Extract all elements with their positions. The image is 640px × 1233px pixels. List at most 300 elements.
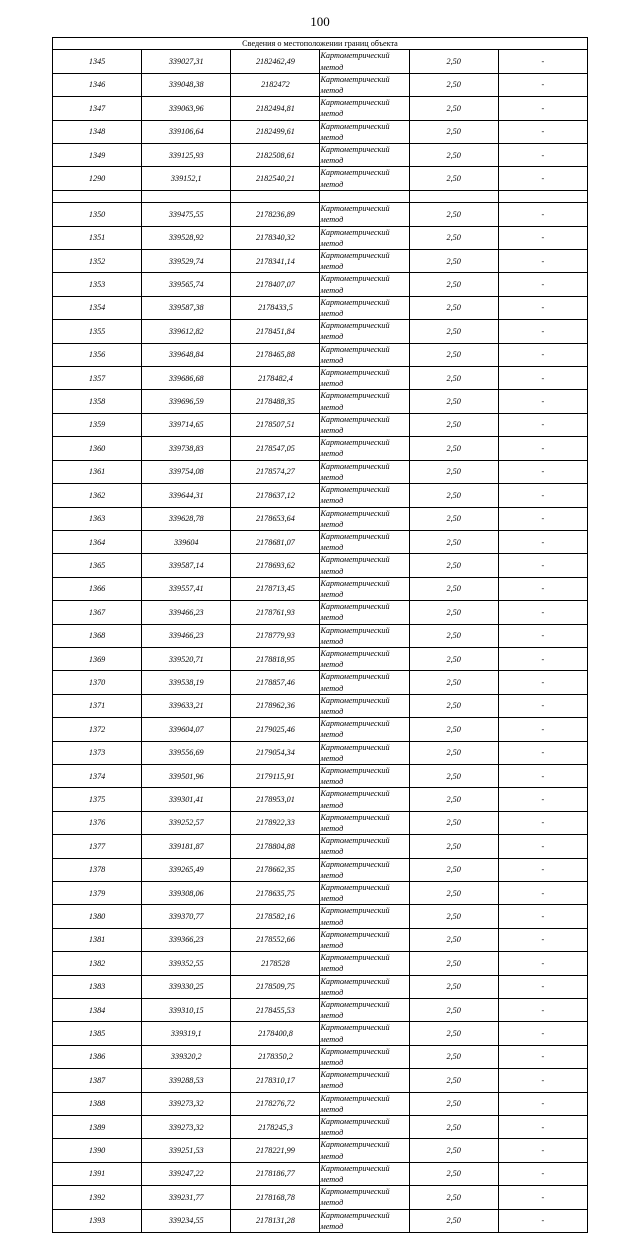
cell-num: 1393 (53, 1209, 142, 1232)
cell-num: 1375 (53, 788, 142, 811)
cell-note: - (498, 460, 587, 483)
cell-accuracy: 2,50 (409, 835, 498, 858)
table-row (53, 764, 588, 787)
cell-x: 339288,53 (142, 1069, 231, 1092)
cell-note: - (498, 554, 587, 577)
spacer-cell (142, 190, 231, 202)
cell-num: 1345 (53, 50, 142, 73)
cell-accuracy: 2,50 (409, 1139, 498, 1162)
cell-accuracy: 2,50 (409, 167, 498, 190)
cell-x: 339181,87 (142, 835, 231, 858)
cell-x: 339557,41 (142, 577, 231, 600)
cell-x: 339604,07 (142, 718, 231, 741)
cell-method: Картометрический метод (320, 577, 409, 600)
cell-x: 339466,23 (142, 624, 231, 647)
cell-method: Картометрический метод (320, 554, 409, 577)
cell-note: - (498, 120, 587, 143)
cell-x: 339063,96 (142, 97, 231, 120)
cell-y: 2178245,3 (231, 1116, 320, 1139)
cell-num: 1352 (53, 250, 142, 273)
spacer-cell (320, 190, 409, 202)
cell-accuracy: 2,50 (409, 507, 498, 530)
cell-num: 1370 (53, 671, 142, 694)
cell-method: Картометрический метод (320, 858, 409, 881)
cell-accuracy: 2,50 (409, 882, 498, 905)
cell-y: 2178455,53 (231, 999, 320, 1022)
cell-method: Картометрический метод (320, 1162, 409, 1185)
cell-accuracy: 2,50 (409, 952, 498, 975)
cell-y: 2178168,78 (231, 1186, 320, 1209)
cell-accuracy: 2,50 (409, 73, 498, 96)
cell-note: - (498, 788, 587, 811)
table-row (53, 73, 588, 96)
cell-method: Картометрический метод (320, 975, 409, 998)
cell-accuracy: 2,50 (409, 1209, 498, 1232)
cell-y: 2178340,32 (231, 226, 320, 249)
cell-method: Картометрический метод (320, 1209, 409, 1232)
cell-x: 339106,64 (142, 120, 231, 143)
table-row (53, 144, 588, 167)
cell-note: - (498, 97, 587, 120)
cell-method: Картометрический метод (320, 811, 409, 834)
cell-y: 2178922,33 (231, 811, 320, 834)
cell-y: 2179025,46 (231, 718, 320, 741)
cell-x: 339310,15 (142, 999, 231, 1022)
cell-y: 2178433,5 (231, 296, 320, 319)
table-row (53, 1139, 588, 1162)
cell-num: 1362 (53, 484, 142, 507)
cell-y: 2182499,61 (231, 120, 320, 143)
table-row (53, 1092, 588, 1115)
cell-x: 339366,23 (142, 928, 231, 951)
cell-num: 1350 (53, 203, 142, 226)
table-row (53, 624, 588, 647)
cell-method: Картометрический метод (320, 507, 409, 530)
cell-y: 2178857,46 (231, 671, 320, 694)
cell-method: Картометрический метод (320, 905, 409, 928)
table-row (53, 250, 588, 273)
table-row (53, 718, 588, 741)
cell-note: - (498, 144, 587, 167)
cell-x: 339738,83 (142, 437, 231, 460)
cell-accuracy: 2,50 (409, 437, 498, 460)
cell-y: 2178552,66 (231, 928, 320, 951)
cell-y: 2178547,05 (231, 437, 320, 460)
cell-y: 2178221,99 (231, 1139, 320, 1162)
cell-x: 339714,65 (142, 413, 231, 436)
cell-note: - (498, 671, 587, 694)
cell-x: 339352,55 (142, 952, 231, 975)
table-row (53, 367, 588, 390)
cell-x: 339231,77 (142, 1186, 231, 1209)
cell-accuracy: 2,50 (409, 144, 498, 167)
cell-x: 339565,74 (142, 273, 231, 296)
table-row (53, 1116, 588, 1139)
cell-method: Картометрический метод (320, 1186, 409, 1209)
cell-note: - (498, 624, 587, 647)
cell-y: 2178236,89 (231, 203, 320, 226)
cell-x: 339648,84 (142, 343, 231, 366)
cell-method: Картометрический метод (320, 741, 409, 764)
cell-num: 1357 (53, 367, 142, 390)
cell-num: 1367 (53, 601, 142, 624)
cell-x: 339612,82 (142, 320, 231, 343)
cell-accuracy: 2,50 (409, 273, 498, 296)
cell-method: Картометрический метод (320, 296, 409, 319)
cell-accuracy: 2,50 (409, 764, 498, 787)
cell-accuracy: 2,50 (409, 1116, 498, 1139)
cell-num: 1381 (53, 928, 142, 951)
cell-note: - (498, 367, 587, 390)
page-number: 100 (310, 14, 330, 29)
cell-method: Картометрический метод (320, 1045, 409, 1068)
cell-num: 1349 (53, 144, 142, 167)
cell-method: Картометрический метод (320, 73, 409, 96)
table-row (53, 437, 588, 460)
cell-accuracy: 2,50 (409, 530, 498, 553)
cell-y: 2182462,49 (231, 50, 320, 73)
cell-y: 2178276,72 (231, 1092, 320, 1115)
cell-x: 339587,14 (142, 554, 231, 577)
cell-num: 1353 (53, 273, 142, 296)
cell-x: 339501,96 (142, 764, 231, 787)
table-row (53, 97, 588, 120)
cell-num: 1361 (53, 460, 142, 483)
cell-note: - (498, 1069, 587, 1092)
cell-accuracy: 2,50 (409, 296, 498, 319)
cell-x: 339475,55 (142, 203, 231, 226)
cell-x: 339556,69 (142, 741, 231, 764)
cell-note: - (498, 882, 587, 905)
table-row (53, 1209, 588, 1232)
cell-accuracy: 2,50 (409, 250, 498, 273)
cell-note: - (498, 320, 587, 343)
coordinates-table-wrapper (52, 37, 588, 1233)
cell-note: - (498, 343, 587, 366)
cell-num: 1372 (53, 718, 142, 741)
cell-num: 1346 (53, 73, 142, 96)
cell-y: 2178962,36 (231, 694, 320, 717)
cell-y: 2182540,21 (231, 167, 320, 190)
cell-num: 1388 (53, 1092, 142, 1115)
cell-num: 1379 (53, 882, 142, 905)
cell-note: - (498, 952, 587, 975)
cell-num: 1391 (53, 1162, 142, 1185)
cell-num: 1374 (53, 764, 142, 787)
cell-y: 2178804,88 (231, 835, 320, 858)
table-row (53, 530, 588, 553)
cell-x: 339370,77 (142, 905, 231, 928)
cell-y: 2178582,16 (231, 905, 320, 928)
cell-accuracy: 2,50 (409, 928, 498, 951)
cell-accuracy: 2,50 (409, 718, 498, 741)
cell-num: 1392 (53, 1186, 142, 1209)
cell-y: 2178635,75 (231, 882, 320, 905)
cell-x: 339633,21 (142, 694, 231, 717)
table-row (53, 460, 588, 483)
cell-y: 2178131,28 (231, 1209, 320, 1232)
cell-y: 2178509,75 (231, 975, 320, 998)
cell-y: 2178400,8 (231, 1022, 320, 1045)
cell-note: - (498, 73, 587, 96)
cell-accuracy: 2,50 (409, 905, 498, 928)
cell-x: 339466,23 (142, 601, 231, 624)
cell-accuracy: 2,50 (409, 999, 498, 1022)
cell-num: 1348 (53, 120, 142, 143)
cell-accuracy: 2,50 (409, 1162, 498, 1185)
cell-method: Картометрический метод (320, 952, 409, 975)
cell-y: 2178528 (231, 952, 320, 975)
table-row (53, 507, 588, 530)
cell-accuracy: 2,50 (409, 624, 498, 647)
cell-num: 1383 (53, 975, 142, 998)
cell-y: 2178341,14 (231, 250, 320, 273)
cell-note: - (498, 1162, 587, 1185)
cell-method: Картометрический метод (320, 273, 409, 296)
cell-y: 2178451,84 (231, 320, 320, 343)
table-row (53, 167, 588, 190)
cell-num: 1365 (53, 554, 142, 577)
table-row (53, 601, 588, 624)
cell-method: Картометрический метод (320, 718, 409, 741)
cell-x: 339520,71 (142, 647, 231, 670)
cell-y: 2178482,4 (231, 367, 320, 390)
cell-method: Картометрический метод (320, 647, 409, 670)
cell-method: Картометрический метод (320, 530, 409, 553)
cell-num: 1363 (53, 507, 142, 530)
cell-note: - (498, 1022, 587, 1045)
cell-accuracy: 2,50 (409, 577, 498, 600)
table-row (53, 671, 588, 694)
cell-accuracy: 2,50 (409, 601, 498, 624)
cell-num: 1351 (53, 226, 142, 249)
table-row (53, 577, 588, 600)
cell-note: - (498, 203, 587, 226)
cell-x: 339628,78 (142, 507, 231, 530)
table-row (53, 1069, 588, 1092)
cell-num: 1360 (53, 437, 142, 460)
cell-accuracy: 2,50 (409, 97, 498, 120)
table-row (53, 928, 588, 951)
cell-method: Картометрический метод (320, 928, 409, 951)
cell-num: 1387 (53, 1069, 142, 1092)
cell-method: Картометрический метод (320, 835, 409, 858)
table-row (53, 741, 588, 764)
cell-method: Картометрический метод (320, 1139, 409, 1162)
table-row (53, 1045, 588, 1068)
cell-note: - (498, 811, 587, 834)
cell-accuracy: 2,50 (409, 1022, 498, 1045)
cell-num: 1354 (53, 296, 142, 319)
cell-note: - (498, 1209, 587, 1232)
cell-x: 339247,22 (142, 1162, 231, 1185)
cell-note: - (498, 1092, 587, 1115)
table-row (53, 858, 588, 881)
table-row (53, 273, 588, 296)
cell-num: 1380 (53, 905, 142, 928)
cell-num: 1368 (53, 624, 142, 647)
table-title-row (53, 38, 588, 50)
cell-accuracy: 2,50 (409, 367, 498, 390)
table-row (53, 296, 588, 319)
cell-method: Картометрический метод (320, 437, 409, 460)
cell-note: - (498, 999, 587, 1022)
cell-num: 1384 (53, 999, 142, 1022)
cell-accuracy: 2,50 (409, 811, 498, 834)
cell-note: - (498, 484, 587, 507)
cell-accuracy: 2,50 (409, 226, 498, 249)
cell-note: - (498, 741, 587, 764)
cell-y: 2178779,93 (231, 624, 320, 647)
cell-accuracy: 2,50 (409, 671, 498, 694)
cell-x: 339125,93 (142, 144, 231, 167)
cell-note: - (498, 1116, 587, 1139)
cell-y: 2178693,62 (231, 554, 320, 577)
spacer-cell (409, 190, 498, 202)
cell-method: Картометрический метод (320, 97, 409, 120)
cell-num: 1366 (53, 577, 142, 600)
cell-y: 2178713,45 (231, 577, 320, 600)
cell-y: 2178818,95 (231, 647, 320, 670)
cell-y: 2178953,01 (231, 788, 320, 811)
cell-method: Картометрический метод (320, 624, 409, 647)
cell-y: 2178350,2 (231, 1045, 320, 1068)
spacer-cell (231, 190, 320, 202)
cell-accuracy: 2,50 (409, 484, 498, 507)
cell-method: Картометрический метод (320, 413, 409, 436)
cell-accuracy: 2,50 (409, 320, 498, 343)
cell-y: 2179054,34 (231, 741, 320, 764)
cell-accuracy: 2,50 (409, 203, 498, 226)
cell-accuracy: 2,50 (409, 1069, 498, 1092)
cell-method: Картометрический метод (320, 484, 409, 507)
table-row (53, 203, 588, 226)
cell-num: 1347 (53, 97, 142, 120)
cell-y: 2178310,17 (231, 1069, 320, 1092)
cell-accuracy: 2,50 (409, 554, 498, 577)
cell-num: 1386 (53, 1045, 142, 1068)
table-row (53, 120, 588, 143)
cell-accuracy: 2,50 (409, 694, 498, 717)
cell-x: 339234,55 (142, 1209, 231, 1232)
cell-x: 339529,74 (142, 250, 231, 273)
cell-x: 339330,25 (142, 975, 231, 998)
cell-accuracy: 2,50 (409, 1186, 498, 1209)
cell-num: 1378 (53, 858, 142, 881)
cell-y: 2182472 (231, 73, 320, 96)
cell-x: 339319,1 (142, 1022, 231, 1045)
cell-note: - (498, 226, 587, 249)
cell-note: - (498, 975, 587, 998)
cell-accuracy: 2,50 (409, 1045, 498, 1068)
coordinates-table (52, 37, 588, 1233)
cell-y: 2178662,35 (231, 858, 320, 881)
cell-accuracy: 2,50 (409, 647, 498, 670)
cell-method: Картометрический метод (320, 320, 409, 343)
cell-note: - (498, 1139, 587, 1162)
table-row (53, 413, 588, 436)
cell-note: - (498, 835, 587, 858)
table-row (53, 390, 588, 413)
cell-x: 339754,08 (142, 460, 231, 483)
table-row (53, 811, 588, 834)
cell-method: Картометрический метод (320, 250, 409, 273)
table-row (53, 343, 588, 366)
cell-note: - (498, 858, 587, 881)
cell-num: 1371 (53, 694, 142, 717)
cell-num: 1369 (53, 647, 142, 670)
cell-num: 1385 (53, 1022, 142, 1045)
table-row (53, 554, 588, 577)
table-row (53, 50, 588, 73)
cell-note: - (498, 928, 587, 951)
table-spacer-row (53, 190, 588, 202)
cell-num: 1376 (53, 811, 142, 834)
cell-y: 2178186,77 (231, 1162, 320, 1185)
cell-y: 2178407,07 (231, 273, 320, 296)
cell-method: Картометрический метод (320, 1092, 409, 1115)
cell-method: Картометрический метод (320, 1069, 409, 1092)
cell-note: - (498, 273, 587, 296)
cell-num: 1359 (53, 413, 142, 436)
cell-accuracy: 2,50 (409, 50, 498, 73)
cell-note: - (498, 694, 587, 717)
cell-x: 339538,19 (142, 671, 231, 694)
cell-method: Картометрический метод (320, 120, 409, 143)
cell-note: - (498, 167, 587, 190)
table-row (53, 1162, 588, 1185)
cell-accuracy: 2,50 (409, 390, 498, 413)
cell-method: Картометрический метод (320, 1022, 409, 1045)
table-title: Сведения о местоположении границ объекта (53, 38, 588, 50)
cell-accuracy: 2,50 (409, 413, 498, 436)
table-row (53, 905, 588, 928)
cell-method: Картометрический метод (320, 50, 409, 73)
cell-accuracy: 2,50 (409, 460, 498, 483)
table-row (53, 788, 588, 811)
cell-x: 339604 (142, 530, 231, 553)
cell-method: Картометрический метод (320, 343, 409, 366)
table-row (53, 1186, 588, 1209)
cell-note: - (498, 413, 587, 436)
cell-y: 2178488,35 (231, 390, 320, 413)
cell-note: - (498, 390, 587, 413)
cell-y: 2178465,88 (231, 343, 320, 366)
cell-method: Картометрический метод (320, 764, 409, 787)
cell-x: 339048,38 (142, 73, 231, 96)
spacer-cell (498, 190, 587, 202)
cell-note: - (498, 296, 587, 319)
cell-note: - (498, 1045, 587, 1068)
cell-method: Картометрический метод (320, 367, 409, 390)
cell-note: - (498, 905, 587, 928)
table-row (53, 320, 588, 343)
cell-x: 339696,59 (142, 390, 231, 413)
cell-method: Картометрический метод (320, 671, 409, 694)
cell-num: 1290 (53, 167, 142, 190)
cell-note: - (498, 530, 587, 553)
cell-method: Картометрический метод (320, 1116, 409, 1139)
table-row (53, 952, 588, 975)
spacer-cell (53, 190, 142, 202)
table-row (53, 694, 588, 717)
cell-method: Картометрический метод (320, 203, 409, 226)
cell-num: 1356 (53, 343, 142, 366)
cell-accuracy: 2,50 (409, 975, 498, 998)
cell-method: Картометрический метод (320, 882, 409, 905)
cell-x: 339301,41 (142, 788, 231, 811)
cell-num: 1382 (53, 952, 142, 975)
